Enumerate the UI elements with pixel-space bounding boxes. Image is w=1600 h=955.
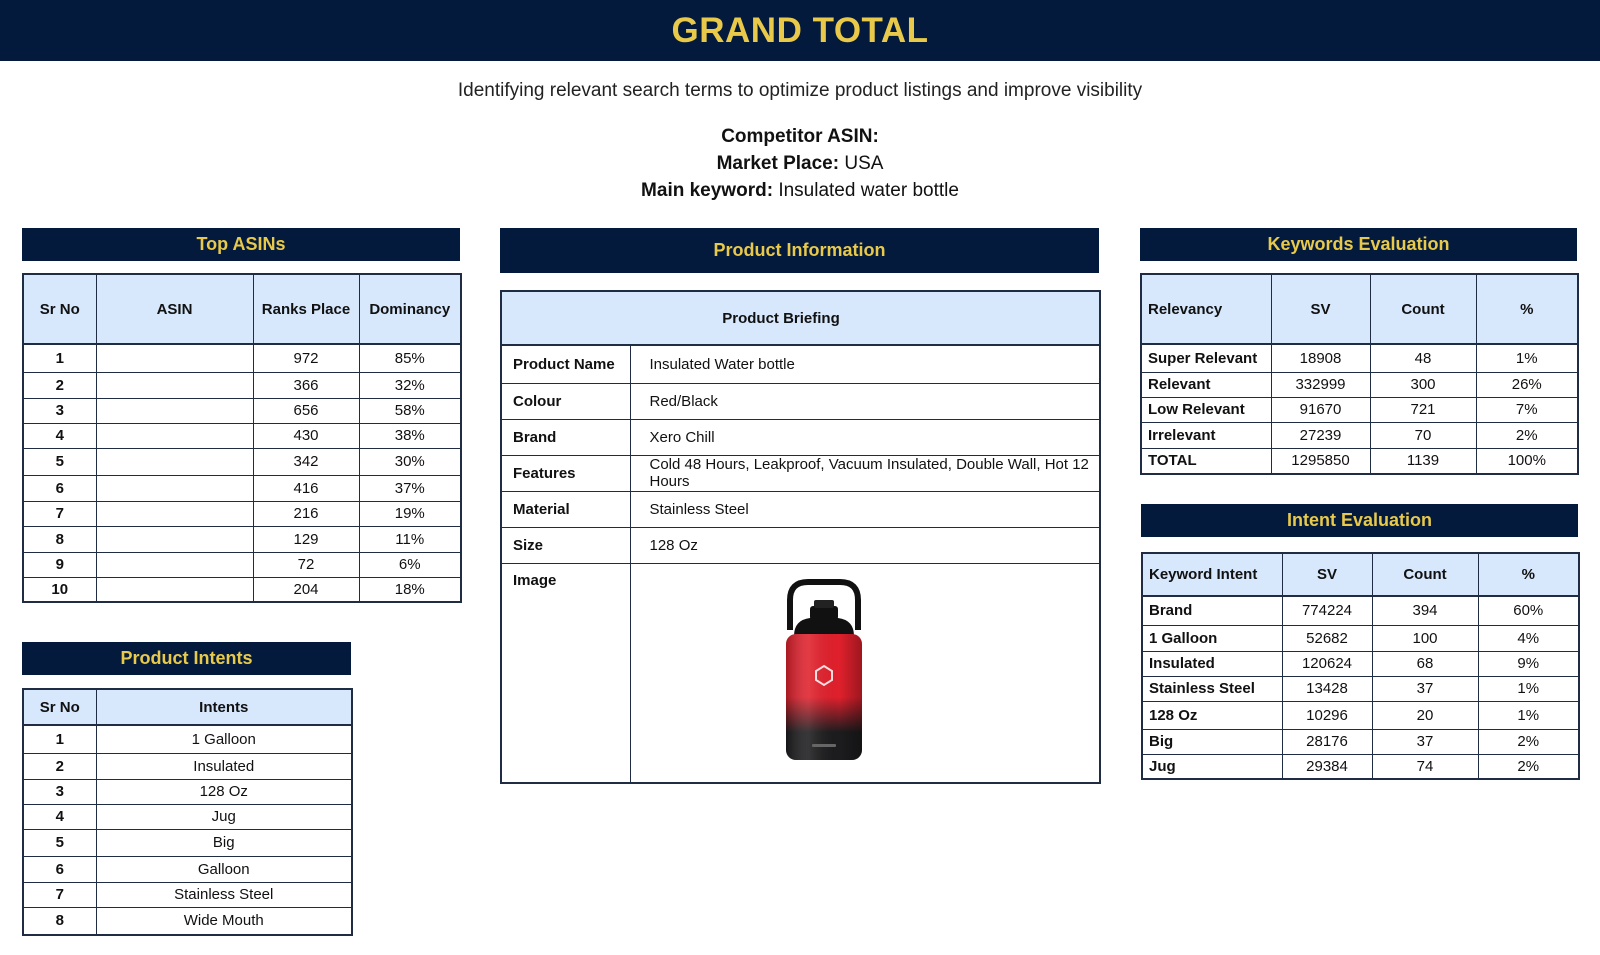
pct-cell: 1% — [1478, 701, 1579, 729]
intent-sr-cell: 7 — [23, 882, 96, 907]
count-cell: 300 — [1370, 372, 1476, 397]
info-value-cell: Stainless Steel — [630, 491, 1100, 527]
top-asins-table — [22, 273, 462, 603]
sr-no-cell: 7 — [23, 501, 96, 526]
table-row — [1141, 397, 1578, 422]
intent-cell: 1 Galloon — [96, 725, 352, 753]
intent-sr-cell: 4 — [23, 804, 96, 829]
col-intents: Intents — [96, 689, 352, 725]
col-sr-no: Sr No — [23, 274, 96, 344]
product-image-cell — [630, 563, 1100, 783]
relevancy-cell: Low Relevant — [1141, 397, 1271, 422]
intent-cell: Stainless Steel — [96, 882, 352, 907]
keyword-intent-cell: 128 Oz — [1142, 701, 1282, 729]
rank-cell: 129 — [253, 526, 359, 552]
dominancy-cell: 18% — [359, 577, 461, 602]
market-place-value: USA — [844, 153, 884, 174]
table-row — [501, 383, 1100, 419]
col-relevancy: Relevancy — [1141, 274, 1271, 344]
sr-no-cell: 8 — [23, 526, 96, 552]
table-row — [1142, 754, 1579, 779]
col-ranks-place: Ranks Place — [253, 274, 359, 344]
count-cell: 394 — [1372, 596, 1478, 625]
sr-no-cell: 1 — [23, 344, 96, 372]
pct-cell: 7% — [1476, 397, 1578, 422]
sv-cell: 332999 — [1271, 372, 1370, 397]
sr-no-cell: 9 — [23, 552, 96, 577]
dominancy-cell: 6% — [359, 552, 461, 577]
table-row — [23, 856, 352, 882]
intent-sr-cell: 1 — [23, 725, 96, 753]
sv-cell: 28176 — [1282, 729, 1372, 754]
competitor-asin-label: Competitor ASIN: — [721, 126, 879, 147]
asin-cell — [96, 552, 253, 577]
sv-cell: 18908 — [1271, 344, 1370, 372]
table-row — [23, 907, 352, 935]
pct-cell: 1% — [1478, 676, 1579, 701]
table-row — [501, 527, 1100, 563]
col-dominancy: Dominancy — [359, 274, 461, 344]
relevancy-cell: TOTAL — [1141, 448, 1271, 474]
info-label-cell: Features — [501, 455, 630, 491]
product-information-title: Product Information — [500, 228, 1099, 273]
rank-cell: 416 — [253, 475, 359, 501]
table-row — [23, 448, 461, 475]
table-row — [501, 345, 1100, 383]
product-information-table — [500, 290, 1101, 784]
competitor-asin-line — [0, 123, 1600, 150]
pct-cell: 4% — [1478, 625, 1579, 651]
count-cell: 1139 — [1370, 448, 1476, 474]
table-row — [1141, 372, 1578, 397]
intent-sr-cell: 8 — [23, 907, 96, 935]
intent-cell: Insulated — [96, 753, 352, 779]
dominancy-cell: 32% — [359, 372, 461, 398]
info-label-cell: Brand — [501, 419, 630, 455]
keywords-evaluation-table — [1140, 273, 1579, 475]
rank-cell: 656 — [253, 398, 359, 423]
rank-cell: 430 — [253, 423, 359, 448]
sr-no-cell: 5 — [23, 448, 96, 475]
table-row — [1142, 651, 1579, 676]
count-cell: 48 — [1370, 344, 1476, 372]
table-row — [23, 725, 352, 753]
table-row — [1141, 344, 1578, 372]
keyword-intent-cell: Stainless Steel — [1142, 676, 1282, 701]
count-cell: 70 — [1370, 422, 1476, 448]
table-row — [23, 398, 461, 423]
intent-cell: Big — [96, 829, 352, 856]
relevancy-cell: Super Relevant — [1141, 344, 1271, 372]
rank-cell: 342 — [253, 448, 359, 475]
table-row — [1142, 701, 1579, 729]
pct-cell: 100% — [1476, 448, 1578, 474]
table-row — [23, 552, 461, 577]
col-kw-sv: SV — [1271, 274, 1370, 344]
table-row — [1142, 596, 1579, 625]
col-int-count: Count — [1372, 553, 1478, 596]
asin-cell — [96, 526, 253, 552]
page-title: GRAND TOTAL — [671, 10, 929, 50]
sv-cell: 13428 — [1282, 676, 1372, 701]
info-label-cell: Size — [501, 527, 630, 563]
intent-sr-cell: 3 — [23, 779, 96, 804]
table-row — [501, 491, 1100, 527]
intent-cell: Galloon — [96, 856, 352, 882]
rank-cell: 204 — [253, 577, 359, 602]
table-row — [1142, 729, 1579, 754]
relevancy-cell: Irrelevant — [1141, 422, 1271, 448]
table-row — [23, 577, 461, 602]
sr-no-cell: 4 — [23, 423, 96, 448]
asin-cell — [96, 475, 253, 501]
asin-cell — [96, 577, 253, 602]
sv-cell: 10296 — [1282, 701, 1372, 729]
sv-cell: 120624 — [1282, 651, 1372, 676]
keyword-intent-cell: Brand — [1142, 596, 1282, 625]
product-image — [650, 572, 1090, 772]
table-row — [23, 372, 461, 398]
dominancy-cell: 37% — [359, 475, 461, 501]
intent-sr-cell: 6 — [23, 856, 96, 882]
count-cell: 721 — [1370, 397, 1476, 422]
table-row — [1141, 448, 1578, 474]
keyword-intent-cell: Insulated — [1142, 651, 1282, 676]
intent-cell: Jug — [96, 804, 352, 829]
asin-cell — [96, 501, 253, 526]
table-row — [501, 455, 1100, 491]
table-row — [23, 829, 352, 856]
count-cell: 37 — [1372, 729, 1478, 754]
sv-cell: 27239 — [1271, 422, 1370, 448]
rank-cell: 72 — [253, 552, 359, 577]
keyword-intent-cell: 1 Galloon — [1142, 625, 1282, 651]
intent-evaluation-title: Intent Evaluation — [1141, 504, 1578, 537]
col-int-pct: % — [1478, 553, 1579, 596]
count-cell: 37 — [1372, 676, 1478, 701]
pct-cell: 60% — [1478, 596, 1579, 625]
table-row — [23, 753, 352, 779]
dominancy-cell: 85% — [359, 344, 461, 372]
meta-info — [0, 123, 1600, 204]
asin-cell — [96, 398, 253, 423]
col-int-sv: SV — [1282, 553, 1372, 596]
sr-no-cell: 10 — [23, 577, 96, 602]
table-row — [23, 475, 461, 501]
page-subtitle: Identifying relevant search terms to optimize product listings and improve visibility — [457, 80, 1143, 101]
pct-cell: 1% — [1476, 344, 1578, 372]
dominancy-cell: 58% — [359, 398, 461, 423]
keywords-evaluation-title: Keywords Evaluation — [1140, 228, 1577, 261]
intent-evaluation-table — [1141, 552, 1580, 780]
pct-cell: 2% — [1478, 754, 1579, 779]
pct-cell: 26% — [1476, 372, 1578, 397]
sr-no-cell: 6 — [23, 475, 96, 501]
count-cell: 100 — [1372, 625, 1478, 651]
info-value-cell: Cold 48 Hours, Leakproof, Vacuum Insulated, Double Wall, Hot 12 Hours — [630, 455, 1100, 491]
dominancy-cell: 11% — [359, 526, 461, 552]
asin-cell — [96, 372, 253, 398]
table-row — [1142, 676, 1579, 701]
count-cell: 20 — [1372, 701, 1478, 729]
table-row — [23, 501, 461, 526]
market-place-label: Market Place: — [716, 153, 840, 174]
table-row — [1141, 422, 1578, 448]
asin-cell — [96, 344, 253, 372]
product-intents-table — [22, 688, 353, 936]
intent-sr-cell: 2 — [23, 753, 96, 779]
top-asins-title: Top ASINs — [22, 228, 460, 261]
info-value-cell: Red/Black — [630, 383, 1100, 419]
count-cell: 74 — [1372, 754, 1478, 779]
product-intents-title: Product Intents — [22, 642, 351, 675]
image-label-cell: Image — [501, 563, 630, 783]
asin-cell — [96, 448, 253, 475]
pct-cell: 2% — [1476, 422, 1578, 448]
product-briefing-header: Product Briefing — [501, 291, 1100, 345]
keyword-intent-cell: Big — [1142, 729, 1282, 754]
sv-cell: 52682 — [1282, 625, 1372, 651]
pct-cell: 9% — [1478, 651, 1579, 676]
market-place-line — [0, 150, 1600, 177]
main-keyword-value: Insulated water bottle — [778, 180, 959, 201]
sr-no-cell: 2 — [23, 372, 96, 398]
asin-cell — [96, 423, 253, 448]
table-row — [23, 804, 352, 829]
info-label-cell: Colour — [501, 383, 630, 419]
rank-cell: 366 — [253, 372, 359, 398]
keyword-intent-cell: Jug — [1142, 754, 1282, 779]
sv-cell: 29384 — [1282, 754, 1372, 779]
count-cell: 68 — [1372, 651, 1478, 676]
table-row — [23, 779, 352, 804]
relevancy-cell: Relevant — [1141, 372, 1271, 397]
table-row — [23, 526, 461, 552]
pct-cell: 2% — [1478, 729, 1579, 754]
title-banner — [0, 0, 1600, 61]
info-value-cell: Xero Chill — [630, 419, 1100, 455]
intent-cell: Wide Mouth — [96, 907, 352, 935]
col-asin: ASIN — [96, 274, 253, 344]
image-row — [501, 563, 1100, 783]
sr-no-cell: 3 — [23, 398, 96, 423]
table-row — [23, 344, 461, 372]
dominancy-cell: 19% — [359, 501, 461, 526]
dominancy-cell: 38% — [359, 423, 461, 448]
info-label-cell: Product Name — [501, 345, 630, 383]
sv-cell: 91670 — [1271, 397, 1370, 422]
dominancy-cell: 30% — [359, 448, 461, 475]
main-keyword-line — [0, 177, 1600, 204]
info-value-cell: 128 Oz — [630, 527, 1100, 563]
water-bottle-icon — [780, 576, 870, 766]
col-kw-count: Count — [1370, 274, 1476, 344]
sv-cell: 774224 — [1282, 596, 1372, 625]
table-row — [501, 419, 1100, 455]
info-value-cell: Insulated Water bottle — [630, 345, 1100, 383]
table-row — [1142, 625, 1579, 651]
intent-cell: 128 Oz — [96, 779, 352, 804]
col-keyword-intent: Keyword Intent — [1142, 553, 1282, 596]
intent-sr-cell: 5 — [23, 829, 96, 856]
col-kw-pct: % — [1476, 274, 1578, 344]
table-row — [23, 882, 352, 907]
table-row — [23, 423, 461, 448]
col-intent-sr-no: Sr No — [23, 689, 96, 725]
sv-cell: 1295850 — [1271, 448, 1370, 474]
rank-cell: 216 — [253, 501, 359, 526]
main-keyword-label: Main keyword: — [641, 180, 774, 201]
info-label-cell: Material — [501, 491, 630, 527]
rank-cell: 972 — [253, 344, 359, 372]
